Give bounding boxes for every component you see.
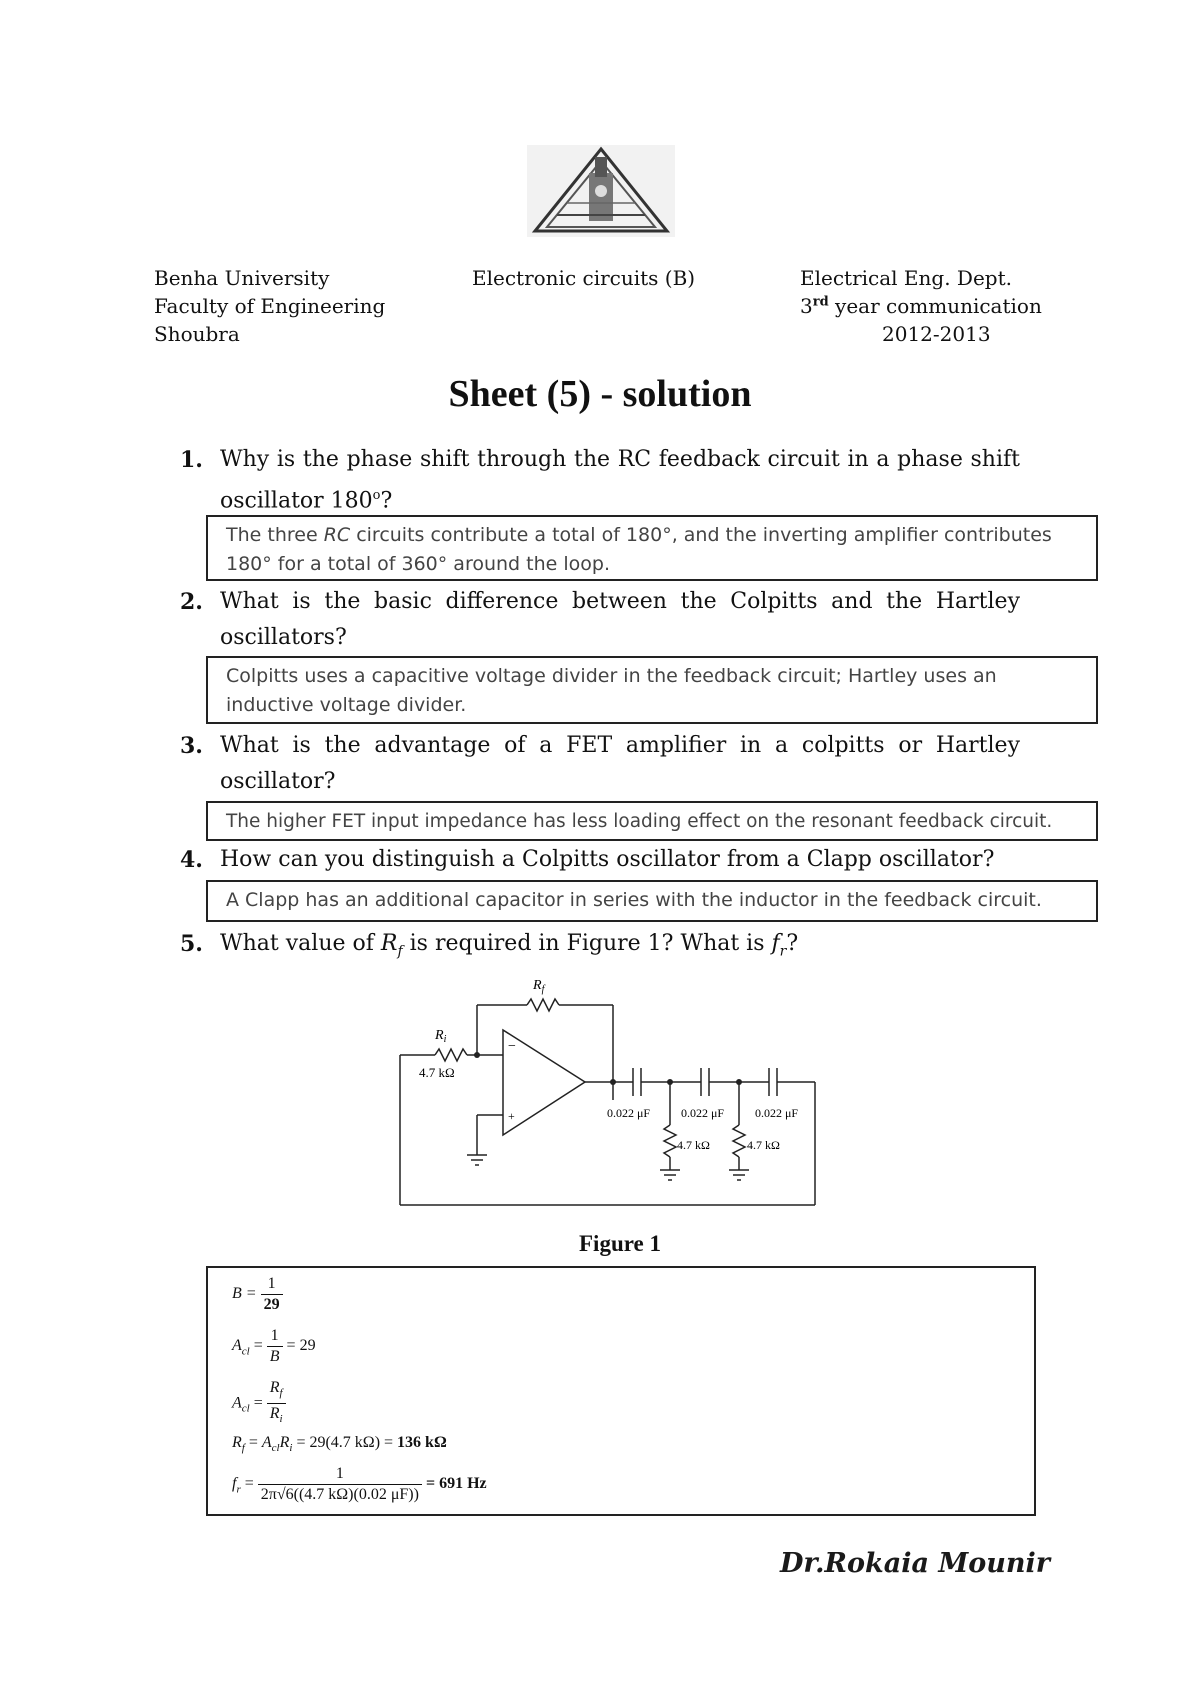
question-text-end: ?	[380, 488, 393, 514]
answer-box-1	[206, 515, 1098, 581]
answer-box-2: Colpitts uses a capacitive voltage divider in the feedback circuit; Hartley uses an inductive voltage divider.	[206, 656, 1098, 724]
question-text: How can you distinguish a Colpitts oscillator from a Clapp oscillator?	[220, 847, 995, 872]
denominator: 29	[263, 1296, 280, 1313]
circuit-diagram	[395, 965, 855, 1220]
university-logo-graphic	[527, 145, 675, 237]
university-name: Benha University	[154, 266, 330, 290]
question-text: What is the basic difference between the Colpitts and the Hartley oscillators?	[220, 589, 1020, 650]
faculty-name: Faculty of Engineering	[154, 294, 386, 318]
department-name: Electrical Eng. Dept.	[800, 266, 1012, 290]
fraction	[261, 1274, 283, 1315]
label-res2: 4.7 kΩ	[747, 1138, 780, 1152]
var-fr-sub: r	[779, 943, 787, 960]
denominator: B	[269, 1348, 280, 1365]
eq-lhs-sub: cl	[241, 1402, 250, 1415]
eq-equals: =	[240, 1475, 254, 1493]
question-5	[180, 926, 1020, 962]
frequency-result: = 691 Hz	[425, 1475, 487, 1493]
question-2	[180, 584, 1020, 656]
question-text-part: is required in Figure 1? What is	[402, 931, 772, 956]
page-title: Sheet (5) - solution	[448, 373, 752, 415]
label-cap3: 0.022 μF	[755, 1106, 799, 1120]
degree-sup: o	[372, 488, 381, 503]
var-r: R	[279, 1434, 290, 1451]
answer-text-rest: circuits contribute a total of 180°, and the inverting amplifier contributes 180° for a total of 360° around the loop.	[226, 524, 1052, 575]
year-line	[800, 292, 1040, 320]
var-sub: f	[279, 1387, 283, 1400]
question-3	[180, 728, 1020, 800]
year-number: 3	[800, 294, 813, 318]
question-number: 5.	[180, 931, 203, 957]
fraction	[267, 1326, 283, 1367]
numerator: 1	[267, 1326, 283, 1347]
year-rest: year communication	[828, 294, 1042, 318]
var-f: f	[232, 1475, 237, 1493]
question-number: 1.	[180, 447, 203, 473]
eq-equals: =	[244, 1434, 262, 1451]
campus-name: Shoubra	[154, 322, 240, 346]
question-number: 3.	[180, 733, 203, 759]
label-cap1: 0.022 μF	[607, 1106, 651, 1120]
eq-lhs: A	[232, 1337, 242, 1355]
circuit-figure	[395, 965, 855, 1220]
question-text	[220, 926, 1020, 969]
fraction	[258, 1464, 422, 1505]
question-text: What is the advantage of a FET amplifier in a colpitts or Hartley oscillator?	[220, 733, 1020, 794]
var-a: A	[261, 1434, 272, 1451]
var-r: R	[269, 1405, 280, 1423]
equation-rf-result	[232, 1434, 447, 1454]
author-signature: Dr.Rokaia Mounir	[780, 1548, 1050, 1579]
university-logo	[527, 145, 675, 237]
label-inverting: −	[508, 1039, 516, 1054]
question-text-end: ?	[786, 931, 799, 956]
equation-frequency	[232, 1464, 487, 1505]
denominator	[267, 1404, 286, 1429]
eq-equals: =	[249, 1337, 263, 1355]
var-sub: cl	[271, 1442, 280, 1455]
eq-middle: = 29(4.7 kΩ) =	[292, 1434, 398, 1451]
var-sub: f	[241, 1442, 245, 1455]
numerator: 1	[258, 1464, 422, 1485]
label-ri-value: 4.7 kΩ	[419, 1065, 455, 1080]
var-r: R	[269, 1379, 280, 1396]
label-cap2: 0.022 μF	[681, 1106, 725, 1120]
answer-rc: RC	[323, 524, 351, 546]
var-fr: f	[771, 931, 780, 956]
year-suffix: rd	[812, 294, 829, 310]
label-ri: $R_i$	[435, 1028, 447, 1045]
figure-caption: Figure 1	[579, 1231, 661, 1256]
question-text-part: What value of	[220, 931, 381, 956]
eq-lhs-sub: cl	[241, 1345, 250, 1358]
numerator	[267, 1378, 286, 1404]
var-sub: i	[279, 1413, 283, 1426]
eq-rhs: = 29	[286, 1337, 316, 1355]
label-rf: $R_f$	[533, 978, 545, 995]
solution-box	[206, 1266, 1036, 1516]
eq-lhs: B =	[232, 1285, 257, 1303]
question-1	[180, 442, 1020, 514]
question-text	[220, 442, 1020, 519]
answer-box-3: The higher FET input impedance has less loading effect on the resonant feedback circuit.	[206, 801, 1098, 841]
question-number: 2.	[180, 589, 203, 615]
answer-box-4: A Clapp has an additional capacitor in series with the inductor in the feedback circuit.	[206, 880, 1098, 922]
academic-year: 2012-2013	[882, 322, 991, 346]
label-noninverting: +	[508, 1109, 515, 1123]
var-rf-sub: f	[397, 943, 403, 960]
question-number: 4.	[180, 847, 203, 873]
eq-lhs: A	[232, 1394, 242, 1412]
var-sub: r	[236, 1483, 241, 1496]
rf-result: 136 kΩ	[397, 1434, 447, 1451]
numerator: 1	[261, 1274, 283, 1295]
label-res1: 4.7 kΩ	[677, 1138, 710, 1152]
fraction	[267, 1378, 286, 1429]
header-left	[154, 264, 385, 348]
var-rf: R	[380, 931, 398, 956]
eq-equals: =	[249, 1394, 263, 1412]
var-r: R	[232, 1434, 242, 1451]
question-4	[180, 842, 1020, 878]
denominator: 2π√6((4.7 kΩ)(0.02 μF))	[260, 1486, 419, 1503]
var-sub: i	[289, 1442, 293, 1455]
equation-closed-loop-gain	[232, 1326, 316, 1367]
header-right	[800, 264, 1040, 348]
question-text-part: Why is the phase shift through the RC feedback circuit in a phase shift oscillator 180	[220, 447, 1020, 514]
equation-gain-ratio	[232, 1378, 286, 1429]
course-name: Electronic circuits (B)	[472, 266, 696, 290]
equation-feedback-fraction	[232, 1274, 283, 1315]
answer-text: The three	[226, 524, 324, 546]
